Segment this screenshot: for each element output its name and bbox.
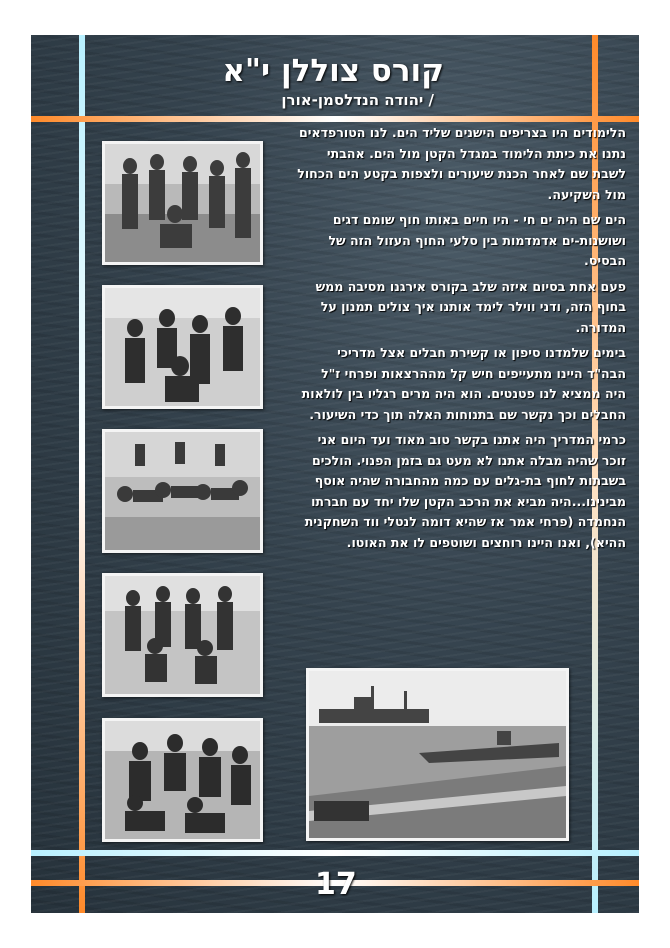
photo-group-5	[102, 718, 263, 842]
photo-submarine	[306, 668, 569, 841]
frame-line-top	[31, 116, 639, 122]
article-body	[296, 123, 626, 558]
paragraph: הלימודים היו בצריפים הישנים שליד הים. לנו הטורפדאים נתנו את כיתת הלימוד במגדל הקטן מול הים. אהבתי לשבת שם לאחר הכנת שיעורים ולצפות בקטע הים הכחול מול השקיעה.	[297, 125, 626, 202]
frame-line-bottom-1	[31, 850, 639, 856]
paragraph: הים שם היה ים חי - היו חיים באותו חוף שומם דגים ושושנות-ים אדמדמות בין סלעי החוף העזול הזה של הבסיס.	[328, 212, 626, 268]
photo-group-1	[102, 141, 263, 265]
frame-line-left	[79, 35, 85, 913]
paragraph: בימים שלמדנו סיפון או קשירת חבלים אצל מדריכי הבה"ד היינו מתעייפים חיש קל מההרצאות ופרחי ז"ל היה ממציא לנו פטנטים. הוא היה מרים רגליו בין לולאות החבלים וכך נקשר שם בתנוחות האלה תוך כדי השיעור.	[301, 345, 626, 422]
photo-group-4	[102, 573, 263, 697]
article-title: קורס צוללן י"א	[222, 53, 444, 89]
page-background	[31, 35, 639, 913]
paragraph: כרמי המדריך היה אתנו בקשר טוב מאוד ועד היום אני זוכר שהיה מבלה אתנו לא מעט גם בזמן הפנוי. הולכים בשבתות לחוף בת-גלים עם כמה מהחבורה שהיה אוסף מבינינו...היה מביא את הרכב הקטן שלו יחד עם חברתו הנחמדה (פרחי אמר אז שהיא דומה לנטלי ווד השחקנית ההיא), ואנו היינו רוחצים ושוטפים לו את האוטו.	[304, 432, 626, 550]
article-author: / יהודה הנדלסמן-אורן	[281, 91, 434, 109]
page-number: 17	[315, 867, 357, 902]
photo-group-3	[102, 429, 263, 553]
paragraph: פעם אחת בסיום איזה שלב בקורס אירגנו מסיבה ממש בחוף הזה, ודני ווילר לימד אותנו איך צולים תמנון על המדורה.	[315, 278, 626, 335]
photo-group-2	[102, 285, 263, 409]
